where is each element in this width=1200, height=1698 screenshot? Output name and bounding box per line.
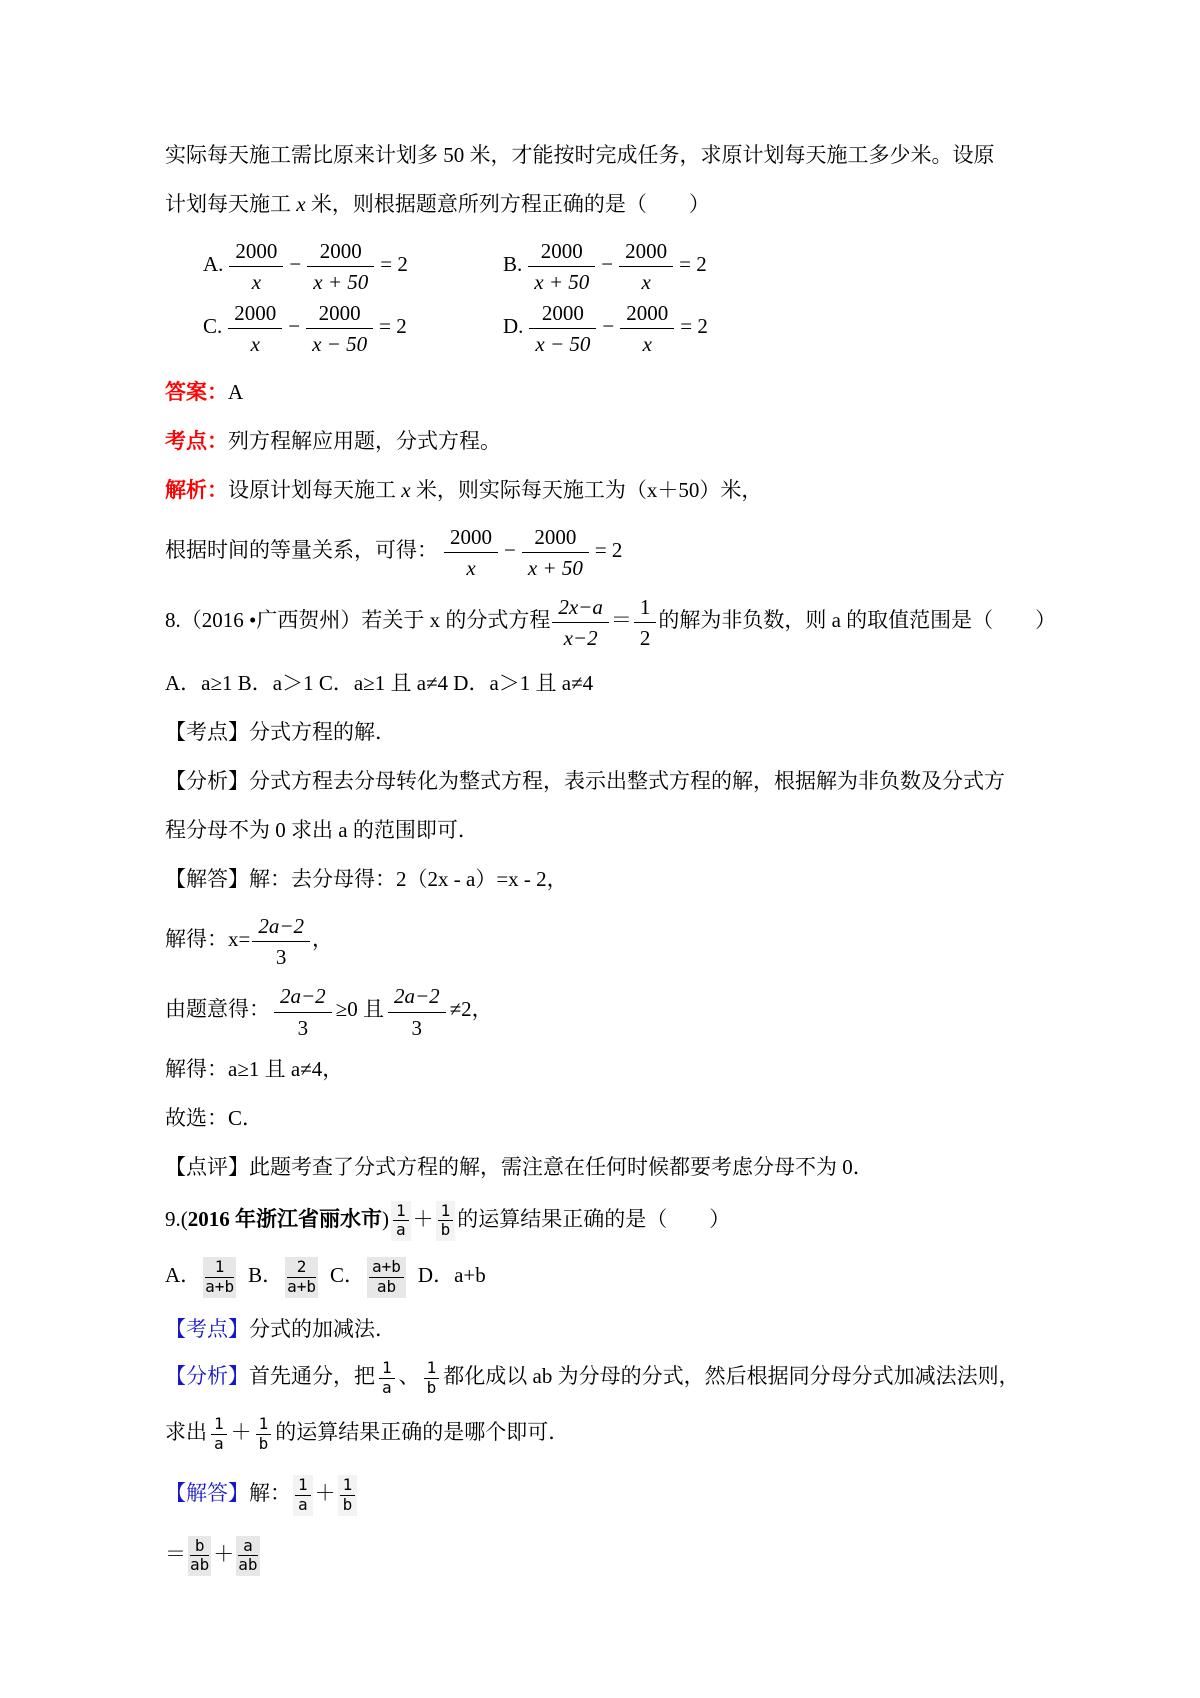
fraction-numerator: a+b <box>369 1259 404 1278</box>
q9-solution-pre: 解： <box>249 1481 291 1506</box>
fraction-numerator: 2000 <box>620 300 674 329</box>
fraction-numerator: 2000 <box>228 300 282 329</box>
q8-analysis-line1: 【分析】分式方程去分母转化为整式方程，表示出整式方程的解，根据解为非负数及分式方 <box>165 769 1005 794</box>
fraction-image <box>188 1536 211 1577</box>
fraction-denominator: x <box>251 270 262 295</box>
fraction <box>274 983 332 1039</box>
q9-stem-close: ) <box>382 1206 389 1231</box>
fraction-image <box>436 1201 456 1242</box>
fraction-image <box>391 1201 411 1242</box>
q8-analysis-line2: 程分母不为 0 求出 a 的范围即可． <box>165 818 479 843</box>
operator: − <box>602 314 615 339</box>
fraction-denominator: x − 50 <box>535 332 591 357</box>
fraction-numerator: 2000 <box>307 238 374 267</box>
q7-answer <box>165 377 1035 407</box>
fraction-numerator: 1 <box>424 1360 440 1379</box>
fraction-numerator: 1 <box>205 1259 234 1278</box>
q8-stem <box>165 594 1057 650</box>
q9-option-c-label: C． <box>330 1263 366 1288</box>
fraction-image <box>254 1414 274 1455</box>
q8-condition-post: ≠2， <box>449 997 493 1022</box>
q7-option-d-label: D. <box>503 314 524 339</box>
fraction-denominator: x − 50 <box>312 332 368 357</box>
q7-options-row2 <box>203 300 1035 356</box>
q7-option-a-label: A. <box>203 251 224 276</box>
solution-label: 【解答】 <box>165 1481 249 1506</box>
fraction-image <box>422 1358 442 1399</box>
fraction-numerator: b <box>190 1538 209 1557</box>
q9-option-b-label: B． <box>248 1263 284 1288</box>
q8-keypoint: 【考点】分式方程的解． <box>165 720 396 745</box>
q8-solve-pre: 解得：x= <box>165 927 251 952</box>
fraction <box>619 238 673 294</box>
fraction-denominator: a <box>298 1494 308 1514</box>
q7-stem-line2 <box>165 189 1035 219</box>
fraction-denominator: x + 50 <box>527 555 583 580</box>
q9-analysis-pre: 首先通分，把 <box>249 1363 375 1388</box>
fraction-numerator: 1 <box>211 1416 227 1435</box>
q8-comment: 【点评】此题考查了分式方程的解，需注意在任何时候都要考虑分母不为 0． <box>165 1154 874 1179</box>
answer-label: 答案： <box>165 379 228 404</box>
fraction-numerator: 1 <box>634 594 657 623</box>
equation-tail: = 2 <box>679 251 707 276</box>
operator: − <box>289 251 302 276</box>
fraction-denominator: x + 50 <box>313 270 369 295</box>
fraction-numerator: 2000 <box>444 524 498 553</box>
fraction-numerator: 2a−2 <box>388 983 446 1012</box>
fraction-denominator: x <box>641 270 651 295</box>
fraction-numerator: 2000 <box>229 238 283 267</box>
q8-condition-mid: ≥0 且 <box>335 997 384 1022</box>
equation-intro: 根据时间的等量关系，可得： <box>165 537 438 562</box>
fraction-denominator: a <box>214 1434 224 1454</box>
analysis-post: 米，则实际每天施工为（x＋50）米， <box>410 477 763 502</box>
plus-sign: ＋ <box>412 1206 434 1231</box>
equals-sign: ＝ <box>610 607 632 632</box>
fraction-denominator: ab <box>238 1555 258 1575</box>
fraction-image <box>377 1358 397 1399</box>
fraction-denominator: 2 <box>639 625 651 650</box>
fraction-denominator: a+b <box>205 1277 235 1297</box>
equation-tail: = 2 <box>594 537 623 562</box>
fraction-denominator: b <box>342 1494 353 1514</box>
q9-options <box>165 1257 1035 1298</box>
fraction-numerator: 2000 <box>529 300 596 329</box>
fraction-denominator: a <box>382 1377 392 1397</box>
q7-option-c-label: C. <box>203 314 223 339</box>
q7-option-b <box>503 238 803 294</box>
q8-condition-line <box>165 983 1035 1039</box>
fraction-denominator: a <box>396 1220 406 1240</box>
q9-analysis-post: 都化成以 ab 为分母的分式，然后根据同分母分式加减法法则， <box>443 1363 1020 1388</box>
keypoint-label: 【考点】 <box>165 1316 249 1341</box>
q9-stem-post: 的运算结果正确的是（ ） <box>457 1206 731 1231</box>
fraction-image <box>236 1536 259 1577</box>
equation-tail: = 2 <box>680 314 708 339</box>
q8-solve-post: ， <box>312 927 334 952</box>
equation-tail: = 2 <box>379 314 407 339</box>
analysis-variable: x <box>401 477 411 502</box>
q9-keypoint <box>165 1314 1035 1344</box>
fraction-numerator: 2000 <box>306 300 373 329</box>
fraction <box>620 300 674 356</box>
fraction-denominator: ab <box>376 1277 397 1297</box>
q8-stem-pre: 8.（2016 •广西贺州）若关于 x 的分式方程 <box>165 607 551 632</box>
fraction <box>307 238 374 294</box>
fraction-denominator: b <box>426 1377 437 1397</box>
fraction-denominator: x <box>642 332 652 357</box>
fraction-numerator: a <box>238 1538 257 1557</box>
fraction-denominator: 3 <box>275 945 287 970</box>
q8-solution-line1: 【解答】解：去分母得：2（2x - a）=x - 2， <box>165 867 568 892</box>
fraction <box>634 594 657 650</box>
q9-analysis2-pre: 求出 <box>165 1420 207 1445</box>
fraction-image <box>293 1475 313 1516</box>
fraction-numerator: 2a−2 <box>274 983 332 1012</box>
fraction-image <box>203 1257 236 1298</box>
fraction-numerator: 2000 <box>619 238 673 267</box>
fraction-numerator: 1 <box>256 1416 272 1435</box>
q8-stem-post: 的解为非负数，则 a 的取值范围是（ ） <box>658 607 1057 632</box>
q7-option-a <box>203 238 503 294</box>
fraction-numerator: 2a−2 <box>252 913 310 942</box>
analysis-label: 解析： <box>165 477 228 502</box>
q9-option-d-text: a+b <box>454 1263 486 1288</box>
q7-stem-line2-pre: 计划每天施工 <box>165 192 297 216</box>
equals-sign: ＝ <box>165 1541 186 1566</box>
q8-solve-line2: 解得：a≥1 且 a≠4， <box>165 1056 344 1081</box>
q9-stem <box>165 1201 1035 1242</box>
keypoint-text: 列方程解应用题，分式方程。 <box>228 428 501 453</box>
q9-option-d-label: D． <box>417 1263 455 1288</box>
q7-keypoint <box>165 426 1035 456</box>
q7-stem-line1: 实际每天施工需比原来计划多 50 米，才能按时完成任务，求原计划每天施工多少米。设原 <box>165 143 995 167</box>
q8-chosen-answer: 故选：C． <box>165 1105 264 1130</box>
plus-sign: ＋ <box>213 1541 235 1566</box>
equation-tail: = 2 <box>380 251 408 276</box>
fraction-image <box>338 1475 358 1516</box>
fraction <box>252 913 310 969</box>
q9-stem-source: 2016 年浙江省丽水市 <box>187 1206 382 1231</box>
fraction-denominator: x + 50 <box>534 270 590 295</box>
q9-stem-num: 9.( <box>165 1206 188 1231</box>
fraction-denominator: 3 <box>297 1015 309 1040</box>
q9-analysis2-post: 的运算结果正确的是哪个即可． <box>275 1420 570 1445</box>
plus-sign: ＋ <box>314 1481 336 1506</box>
q9-analysis-dun: 、 <box>398 1363 420 1388</box>
plus-sign: ＋ <box>230 1420 252 1445</box>
analysis-label: 【分析】 <box>165 1363 249 1388</box>
fraction-image <box>285 1257 318 1298</box>
q7-option-d <box>503 300 803 356</box>
q7-option-b-label: B. <box>503 251 523 276</box>
fraction-denominator: b <box>440 1220 451 1240</box>
fraction-image <box>367 1257 406 1298</box>
fraction <box>444 524 498 580</box>
fraction <box>528 238 595 294</box>
operator: − <box>504 537 516 562</box>
q8-solve-line <box>165 913 1035 969</box>
fraction-denominator: b <box>258 1434 269 1454</box>
fraction-numerator: 2000 <box>522 524 589 553</box>
fraction-numerator: 1 <box>379 1360 395 1379</box>
q7-options <box>165 238 1035 357</box>
keypoint-label: 考点： <box>165 428 228 453</box>
fraction-numerator: 1 <box>393 1203 409 1222</box>
q7-stem-line2-post: 米，则根据题意所列方程正确的是（ ） <box>305 192 710 216</box>
fraction-denominator: ab <box>190 1555 210 1575</box>
fraction-numerator: 2000 <box>528 238 595 267</box>
q8-condition-pre: 由题意得： <box>165 997 270 1022</box>
fraction-denominator: a+b <box>287 1277 316 1297</box>
q7-analysis <box>165 475 1035 505</box>
fraction <box>388 983 446 1039</box>
q8-options: A．a≥1 B．a＞1 C．a≥1 且 a≠4 D．a＞1 且 a≠4 <box>165 671 594 696</box>
q9-analysis-line1 <box>165 1358 1035 1399</box>
fraction-denominator: x <box>250 332 260 357</box>
q7-equation-line <box>165 524 1035 580</box>
analysis-pre: 设原计划每天施工 <box>228 477 402 502</box>
fraction <box>552 594 609 650</box>
q9-option-a-label: A． <box>165 1263 202 1288</box>
fraction-numerator: 1 <box>340 1477 356 1496</box>
fraction <box>229 238 283 294</box>
keypoint-text: 分式的加减法． <box>249 1316 396 1341</box>
document-page <box>165 0 1057 1576</box>
q7-options-row1 <box>203 238 1035 294</box>
fraction-numerator: 1 <box>295 1477 311 1496</box>
fraction-numerator: 1 <box>438 1203 454 1222</box>
fraction <box>228 300 282 356</box>
q9-equation-step <box>165 1536 1035 1577</box>
fraction-image <box>209 1414 229 1455</box>
fraction <box>306 300 373 356</box>
answer-value: A <box>228 379 244 404</box>
fraction-denominator: 3 <box>411 1015 423 1040</box>
fraction <box>529 300 596 356</box>
fraction-denominator: x−2 <box>563 625 598 650</box>
q7-option-c <box>203 300 503 356</box>
operator: − <box>601 251 614 276</box>
fraction-denominator: x <box>466 555 476 580</box>
fraction-numerator: 2 <box>287 1259 316 1278</box>
operator: − <box>288 314 301 339</box>
q9-analysis-line2 <box>165 1414 1035 1455</box>
q7-stem-variable: x <box>296 192 306 216</box>
fraction-numerator: 2x−a <box>552 594 609 623</box>
q9-solution-line <box>165 1475 1035 1516</box>
fraction <box>522 524 589 580</box>
